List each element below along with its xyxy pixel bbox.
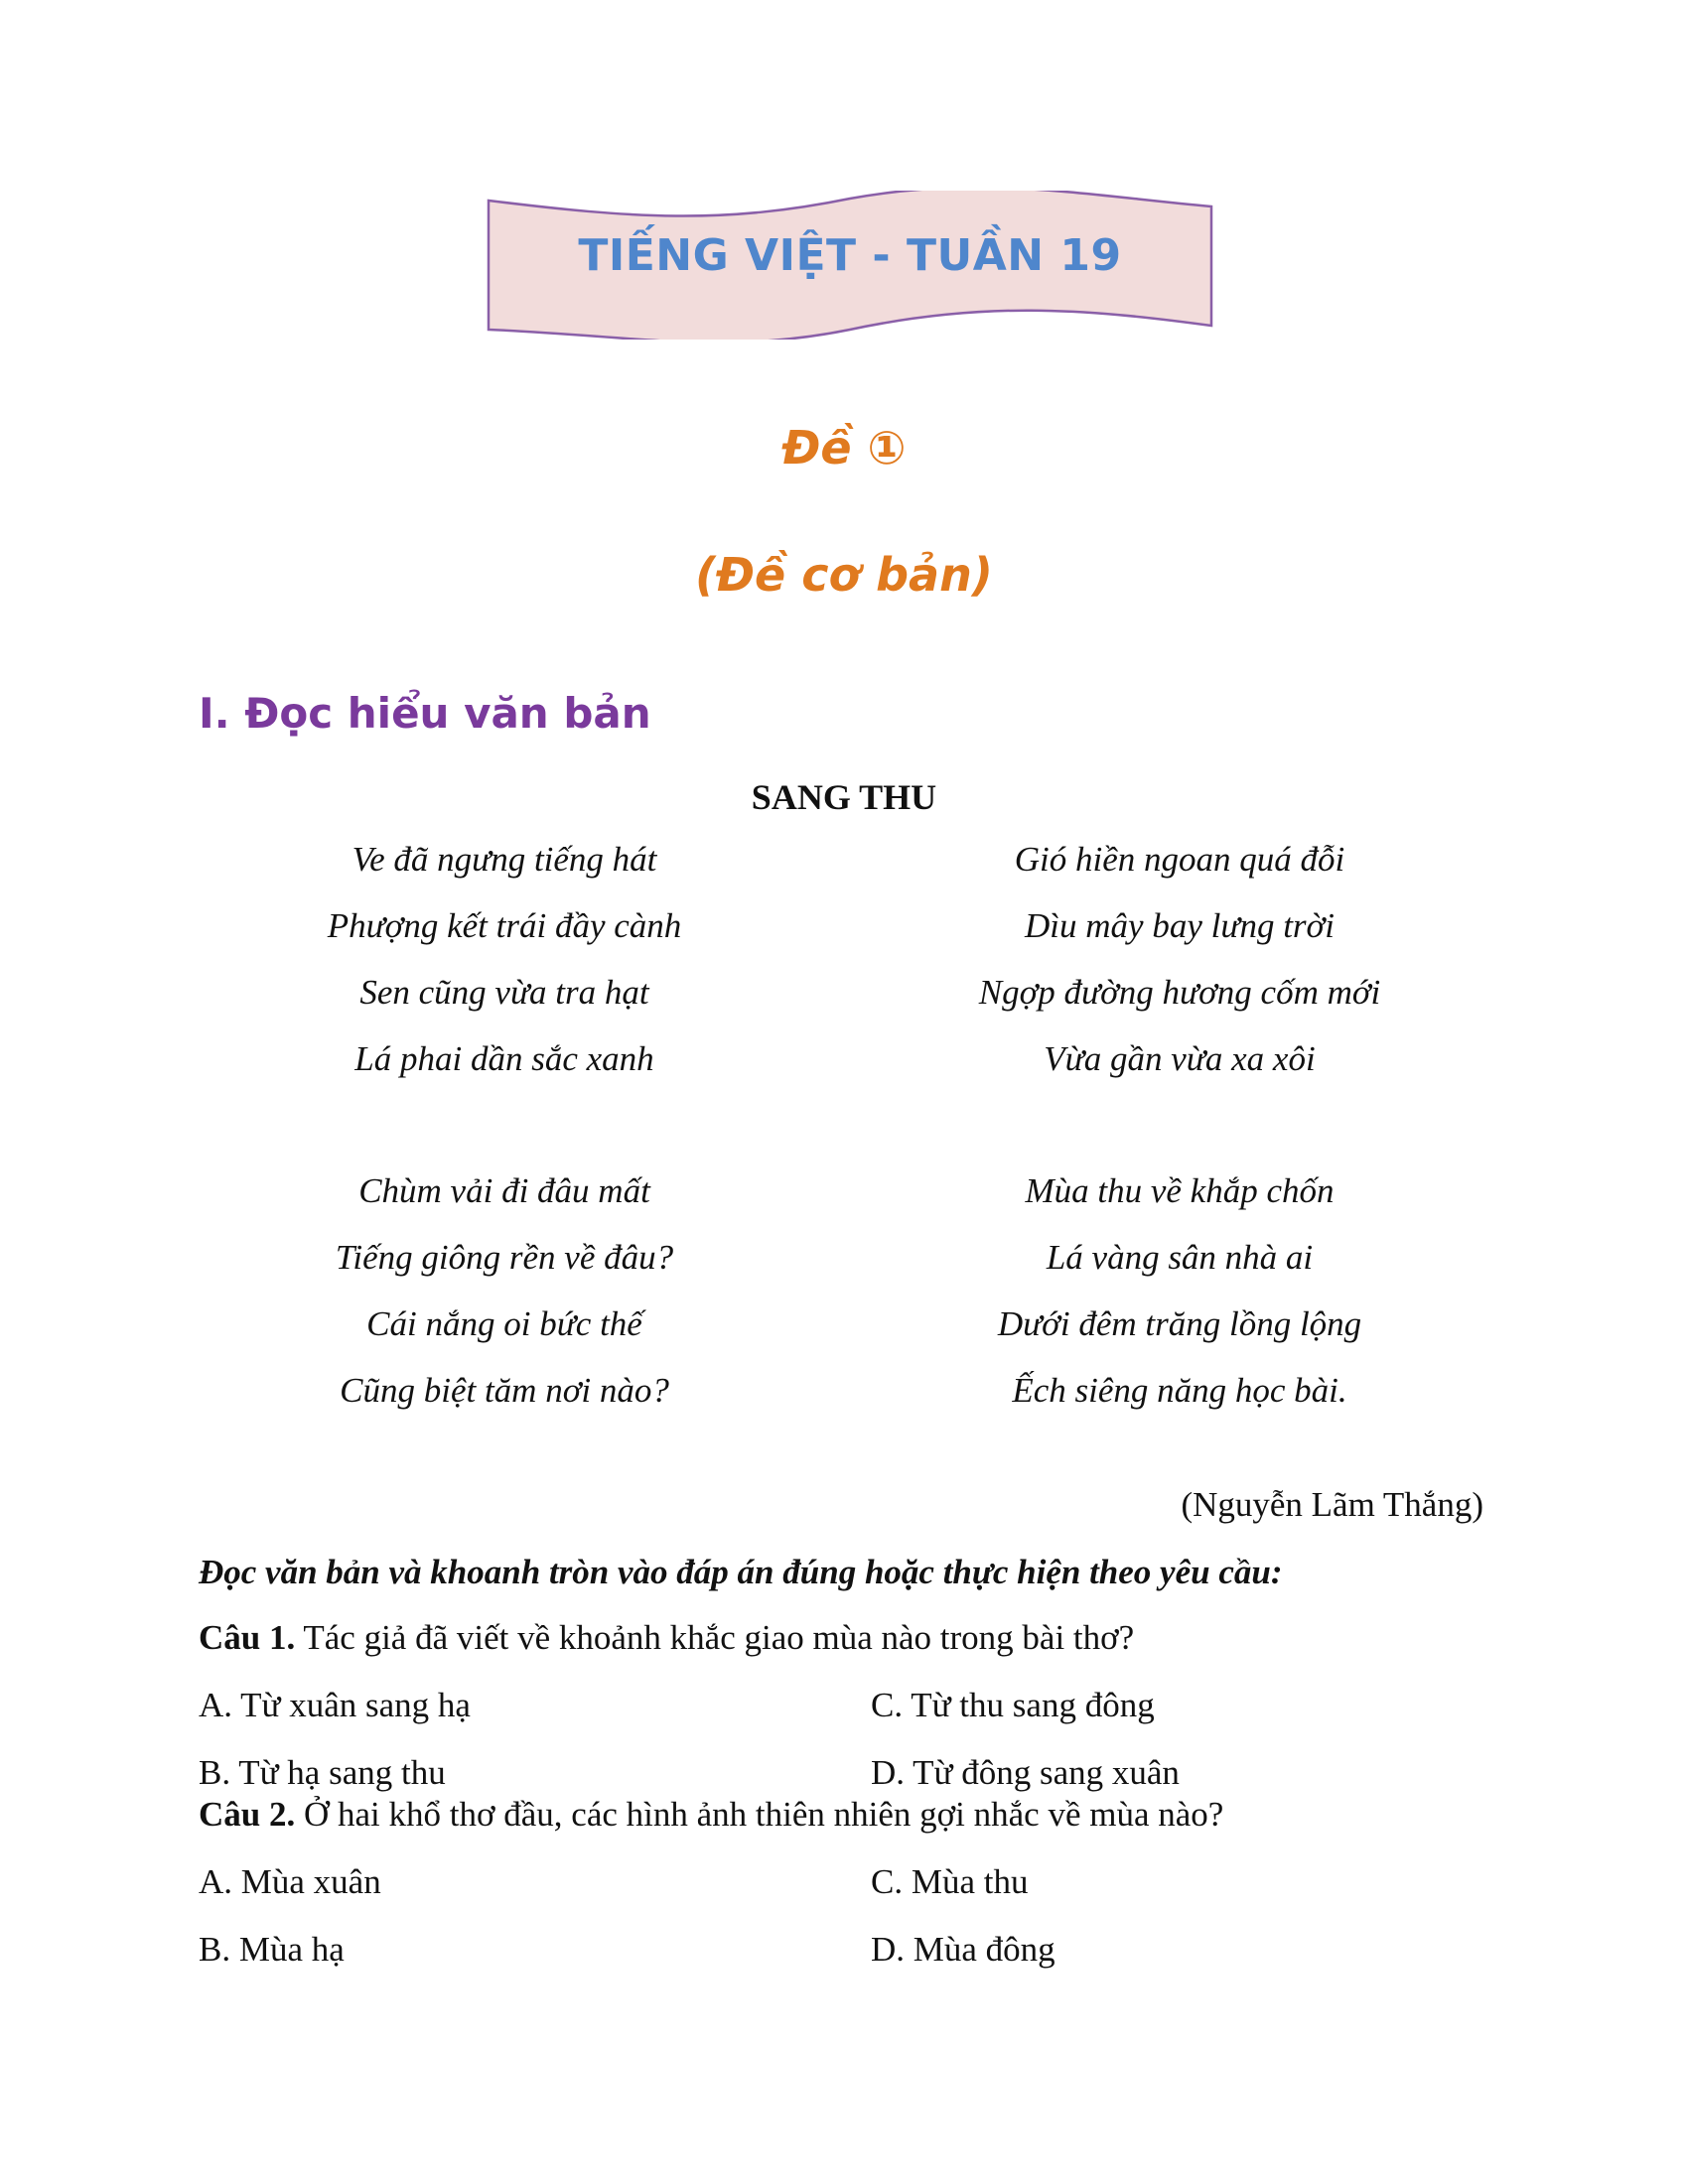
answer-option-2b[interactable]: B. Mùa hạ — [199, 1930, 345, 1969]
poem-line: Mùa thu về khắp chốn — [1025, 1171, 1335, 1210]
answer-option-2d[interactable]: D. Mùa đông — [871, 1930, 1055, 1969]
poem-line: Lá phai dần sắc xanh — [354, 1039, 654, 1078]
poem-line: Chùm vải đi đâu mất — [358, 1171, 650, 1210]
poem-line: Lá vàng sân nhà ai — [1046, 1238, 1314, 1277]
answer-option-1d[interactable]: D. Từ đông sang xuân — [871, 1753, 1180, 1792]
answer-option-1c[interactable]: C. Từ thu sang đông — [871, 1686, 1155, 1724]
question-label: Câu 1. — [199, 1618, 296, 1657]
poem-line: Cũng biệt tăm nơi nào? — [340, 1371, 669, 1410]
poem-line: Dìu mây bay lưng trời — [1025, 906, 1335, 945]
question-1 — [199, 1614, 1134, 1662]
exam-level: (Đề cơ bản) — [695, 548, 993, 602]
poem-author: (Nguyễn Lãm Thắng) — [1181, 1485, 1483, 1524]
poem-line: Ếch siêng năng học bài. — [1012, 1371, 1347, 1410]
section-heading: I. Đọc hiểu văn bản — [199, 689, 651, 738]
question-text: Ở hai khổ thơ đầu, các hình ảnh thiên nhiên gợi nhắc về mùa nào? — [295, 1795, 1224, 1834]
poem-stanza-right-2 — [902, 1158, 1458, 1424]
poem-stanza-left-1 — [226, 826, 782, 1092]
answer-option-2c[interactable]: C. Mùa thu — [871, 1862, 1029, 1901]
question-text: Tác giả đã viết về khoảnh khắc giao mùa nào trong bài thơ? — [295, 1618, 1135, 1657]
page-title: TIẾNG VIỆT - TUẦN 19 — [578, 230, 1122, 281]
answer-option-1a[interactable]: A. Từ xuân sang hạ — [199, 1686, 471, 1724]
poem-stanza-left-2 — [226, 1158, 782, 1424]
poem-line: Phượng kết trái đầy cành — [327, 906, 682, 945]
poem-line: Sen cũng vừa tra hạt — [359, 973, 649, 1012]
poem-line: Tiếng giông rền về đâu? — [335, 1238, 674, 1277]
poem-title: SANG THU — [751, 777, 937, 817]
answer-option-2a[interactable]: A. Mùa xuân — [199, 1862, 381, 1901]
title-banner — [485, 191, 1215, 340]
exam-number: Đề ① — [781, 421, 907, 475]
poem-line: Vừa gần vừa xa xôi — [1044, 1039, 1316, 1078]
poem-line: Ngợp đường hương cốm mới — [978, 973, 1381, 1012]
poem-line: Ve đã ngưng tiếng hát — [352, 840, 657, 879]
question-2 — [199, 1791, 1223, 1839]
poem-line: Cái nắng oi bức thế — [366, 1304, 642, 1343]
question-label: Câu 2. — [199, 1795, 296, 1834]
answer-option-1b[interactable]: B. Từ hạ sang thu — [199, 1753, 446, 1792]
poem-line: Gió hiền ngoan quá đỗi — [1014, 840, 1345, 879]
instruction-text: Đọc văn bản và khoanh tròn vào đáp án đúng hoặc thực hiện theo yêu cầu: — [199, 1553, 1283, 1591]
poem-line: Dưới đêm trăng lồng lộng — [997, 1304, 1362, 1343]
poem-stanza-right-1 — [902, 826, 1458, 1092]
